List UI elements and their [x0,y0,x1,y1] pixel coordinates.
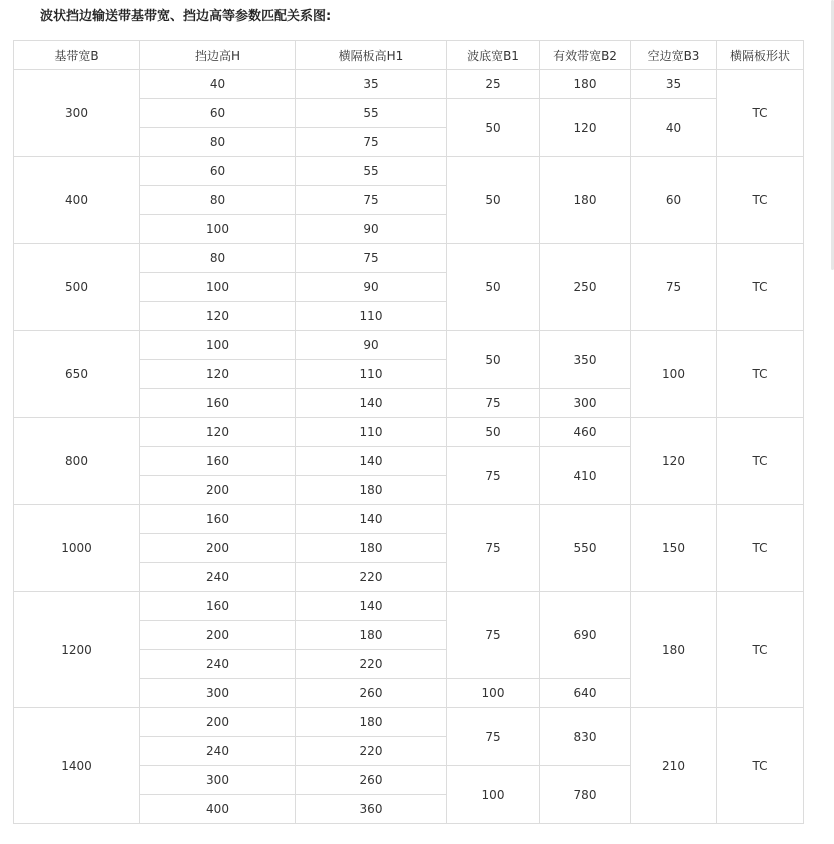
table-cell: 800 [14,418,140,505]
table-cell: 75 [296,244,447,273]
table-cell: TC [717,708,804,824]
table-cell: 300 [140,679,296,708]
table-cell: 75 [631,244,717,331]
table-cell: 220 [296,650,447,679]
table-cell: 60 [631,157,717,244]
table-cell: 75 [447,447,540,505]
table-cell: 90 [296,331,447,360]
table-cell: 780 [540,766,631,824]
table-cell: 240 [140,650,296,679]
table-cell: 180 [296,621,447,650]
table-cell: 75 [296,186,447,215]
table-cell: 650 [14,331,140,418]
table-cell: 50 [447,418,540,447]
table-cell: 250 [540,244,631,331]
table-cell: 550 [540,505,631,592]
table-cell: 210 [631,708,717,824]
table-cell: 100 [447,679,540,708]
table-cell: TC [717,244,804,331]
table-cell: 100 [140,215,296,244]
table-cell: 80 [140,128,296,157]
table-cell: TC [717,505,804,592]
table-cell: 830 [540,708,631,766]
table-cell: 50 [447,244,540,331]
table-row [14,418,804,447]
table-cell: 75 [447,505,540,592]
header-row [14,41,804,70]
table-cell: TC [717,331,804,418]
table-cell: 120 [140,302,296,331]
table-cell: 75 [447,708,540,766]
table-cell: 1400 [14,708,140,824]
table-cell: 240 [140,563,296,592]
table-cell: 410 [540,447,631,505]
table-cell: 110 [296,418,447,447]
table-cell: 400 [140,795,296,824]
table-cell: TC [717,592,804,708]
table-cell: 60 [140,157,296,186]
table-body [14,70,804,824]
table-cell: 400 [14,157,140,244]
table-cell: 160 [140,505,296,534]
table-row [14,157,804,186]
table-cell: 300 [14,70,140,157]
header-cleat-height: 横隔板高H1 [296,41,447,70]
table-cell: 120 [540,99,631,157]
table-cell: 300 [140,766,296,795]
header-wave-base-width: 波底宽B1 [447,41,540,70]
table-cell: 25 [447,70,540,99]
table-cell: 180 [296,476,447,505]
table-cell: 40 [631,99,717,157]
table-cell: 1200 [14,592,140,708]
table-row [14,505,804,534]
table-cell: 140 [296,592,447,621]
table-cell: 120 [140,360,296,389]
table-cell: 35 [296,70,447,99]
table-cell: 100 [447,766,540,824]
table-cell: 200 [140,476,296,505]
table-cell: TC [717,157,804,244]
scrollbar[interactable] [830,0,834,844]
table-cell: 75 [447,389,540,418]
table-cell: 100 [631,331,717,418]
table-cell: 90 [296,273,447,302]
table-cell: 240 [140,737,296,766]
table-row [14,70,804,99]
table-cell: 180 [631,592,717,708]
table-cell: 40 [140,70,296,99]
header-cleat-shape: 横隔板形状 [717,41,804,70]
table-cell: 100 [140,273,296,302]
table-cell: 220 [296,737,447,766]
table-cell: 180 [296,534,447,563]
header-base-width: 基带宽B [14,41,140,70]
table-row [14,592,804,621]
table-cell: 160 [140,592,296,621]
table-cell: 120 [140,418,296,447]
table-cell: 140 [296,389,447,418]
table-cell: 640 [540,679,631,708]
table-cell: 460 [540,418,631,447]
table-cell: 140 [296,447,447,476]
header-effective-width: 有效带宽B2 [540,41,631,70]
table-cell: 75 [447,592,540,679]
table-cell: 180 [540,157,631,244]
table-cell: 360 [296,795,447,824]
table-cell: 180 [296,708,447,737]
header-sidewall-height: 挡边高H [140,41,296,70]
table-cell: 50 [447,331,540,389]
table-cell: 350 [540,331,631,389]
table-cell: 220 [296,563,447,592]
table-cell: 200 [140,708,296,737]
table-cell: 150 [631,505,717,592]
table-cell: 500 [14,244,140,331]
table-cell: 100 [140,331,296,360]
table-cell: 200 [140,621,296,650]
table-cell: 80 [140,186,296,215]
table-cell: 55 [296,99,447,128]
table-cell: 110 [296,302,447,331]
table-cell: 300 [540,389,631,418]
table-cell: 75 [296,128,447,157]
table-cell: 1000 [14,505,140,592]
table-row [14,244,804,273]
table-cell: 50 [447,157,540,244]
table-cell: 260 [296,766,447,795]
table-cell: 90 [296,215,447,244]
table-cell: 200 [140,534,296,563]
table-cell: 110 [296,360,447,389]
table-cell: 260 [296,679,447,708]
spec-table [13,40,804,824]
table-cell: 690 [540,592,631,679]
table-cell: 160 [140,389,296,418]
page-title: 波状挡边输送带基带宽、挡边高等参数匹配关系图: [40,9,332,24]
table-cell: 55 [296,157,447,186]
table-cell: 80 [140,244,296,273]
table-cell: 180 [540,70,631,99]
table-row [14,331,804,360]
table-cell: TC [717,70,804,157]
table-header [14,41,804,70]
table-cell: 50 [447,99,540,157]
table-cell: TC [717,418,804,505]
table-cell: 160 [140,447,296,476]
table-cell: 35 [631,70,717,99]
table-cell: 120 [631,418,717,505]
table-cell: 140 [296,505,447,534]
table-cell: 60 [140,99,296,128]
header-free-edge-width: 空边宽B3 [631,41,717,70]
table-row [14,708,804,737]
